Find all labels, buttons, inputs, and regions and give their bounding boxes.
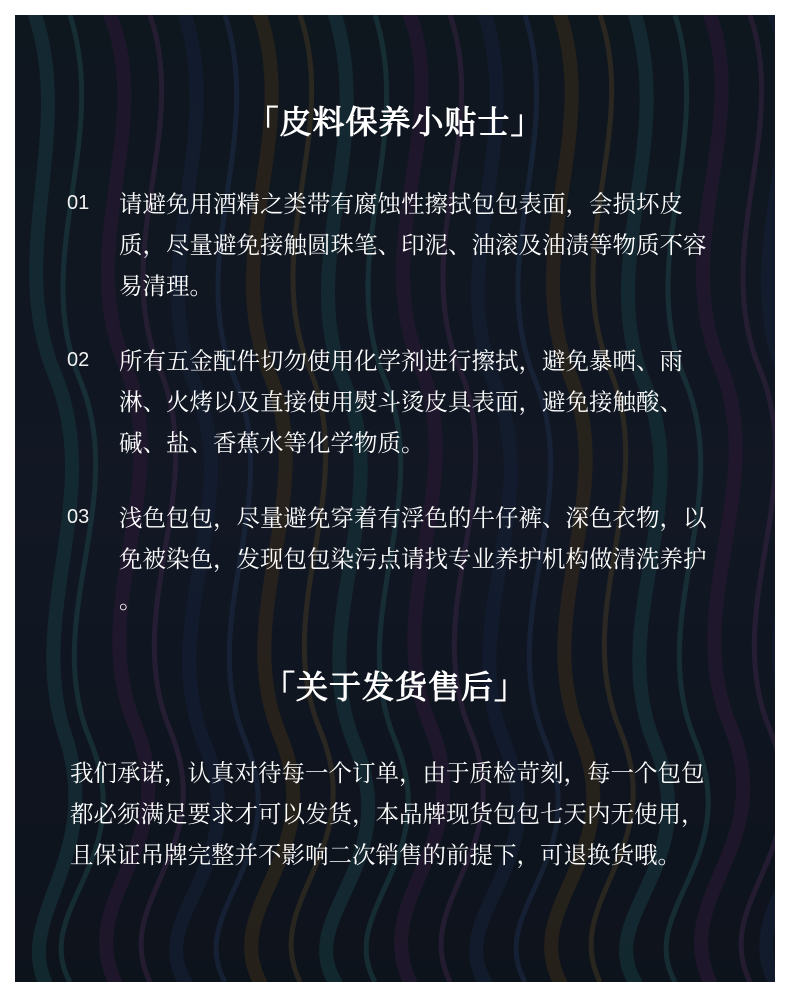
after-sales-text: 我们承诺，认真对待每一个订单，由于质检苛刻，每一个包包都必须满足要求才可以发货，本品牌现货包包七天内无使用，且保证吊牌完整并不影响二次销售的前提下，可退换货哦。 <box>70 759 705 869</box>
background-panel <box>15 15 775 982</box>
tip-text: 所有五金配件切勿使用化学剂进行擦拭，避免暴晒、雨淋、火烤以及直接使用熨斗烫皮具表面，避免接触酸、碱、盐、香蕉水等化学物质。 <box>119 347 683 457</box>
after-sales-title: 「关于发货售后」 <box>262 668 527 706</box>
tip-number: 02 <box>67 349 90 371</box>
tip-number: 03 <box>67 506 90 528</box>
tip-number: 01 <box>67 192 90 214</box>
tip-text: 浅色包包，尽量避免穿着有浮色的牛仔裤、深色衣物，以免被染色，发现包包染污点请找专业养护机构做清洗养护 。 <box>119 504 707 614</box>
care-tips-title: 「皮料保养小贴士」 <box>246 103 544 141</box>
tip-text: 请避免用酒精之类带有腐蚀性擦拭包包表面，会损坏皮质，尽量避免接触圆珠笔、印泥、油滚及油渍等物质不容易清理。 <box>119 190 707 300</box>
